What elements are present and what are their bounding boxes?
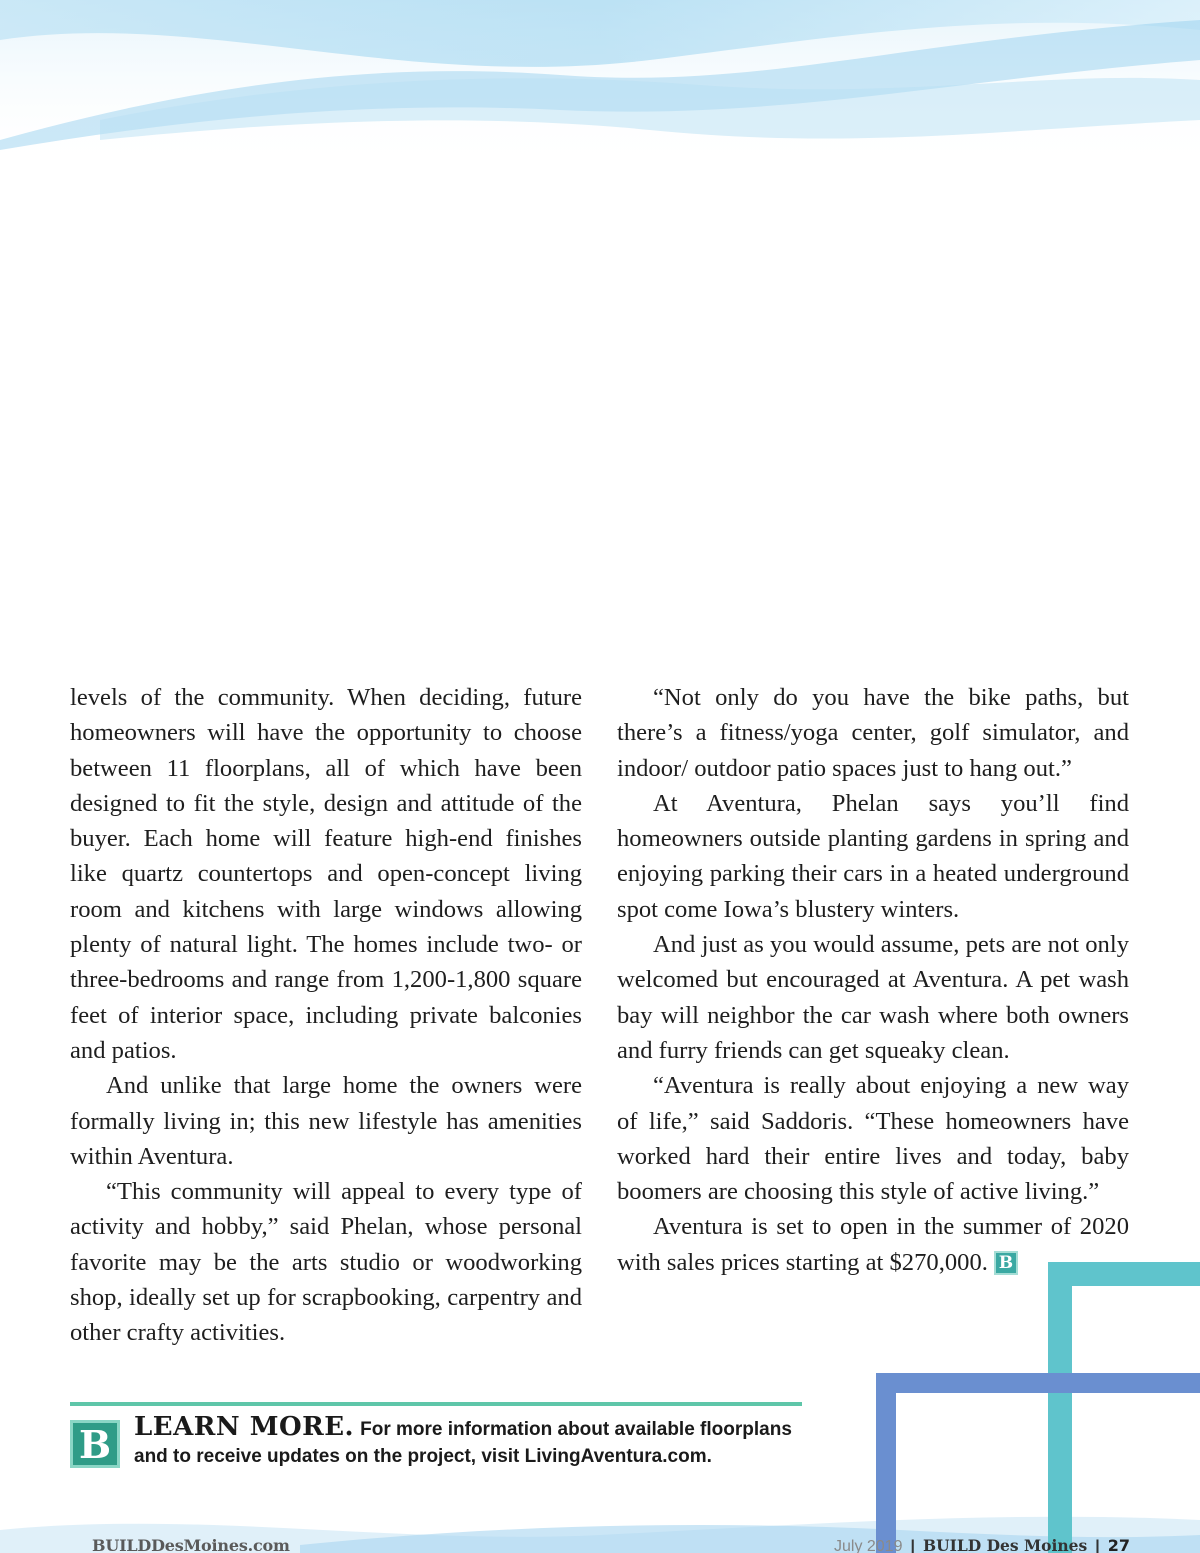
paragraph: “Not only do you have the bike paths, but there’s a fitness/yoga center, golf simulator, and indoor/ outdoor patio spaces just to hang out.” — [617, 684, 1129, 782]
learn-more-heading: LEARN MORE. — [134, 1412, 355, 1442]
paragraph: “This community will appeal to every type of activity and hobby,” said Phelan, whose personal favorite may be the arts studio or woodworking shop, ideally set up for scrapbooking, carpentry and other crafty activities. — [70, 1178, 582, 1347]
footer-page-number: 27 — [1107, 1536, 1130, 1553]
paragraph-last-text: Aventura is set to open in the summer of 2020 with sales prices starting at $270,000. — [617, 1213, 1129, 1276]
paragraph-last — [617, 1209, 1129, 1280]
build-logo-icon: B — [70, 1420, 120, 1468]
footer-separator: | — [1095, 1538, 1100, 1553]
paragraph: levels of the community. When deciding, future homeowners will have the opportunity to choose between 11 floorplans, all of which have been designed to fit the style, design and attitude of the buyer. Each home will feature high-end finishes like quartz countertops and open-concept living room and kitchens with large windows allowing plenty of natural light. The homes include two- or three-bedrooms and range from 1,200-1,800 square feet of interior space, including private balconies and patios. — [70, 684, 582, 1064]
article-column-left — [70, 680, 582, 1351]
footer-separator: | — [910, 1538, 915, 1553]
learn-more-line2: and to receive updates on the project, visit LivingAventura.com. — [134, 1446, 712, 1467]
learn-more-divider — [70, 1402, 802, 1406]
learn-more-line1: For more information about available floorplans — [360, 1419, 792, 1440]
end-mark-icon: B — [994, 1251, 1018, 1275]
paragraph: And just as you would assume, pets are not only welcomed but encouraged at Aventura. A pet wash bay will neighbor the car wash where both owners and furry friends can get squeaky clean. — [617, 931, 1129, 1064]
footer-magazine-name: BUILD Des Moines — [922, 1536, 1088, 1553]
paragraph: And unlike that large home the owners were formally living in; this new lifestyle has amenities within Aventura. — [70, 1072, 582, 1170]
footer-issue-date: July 2019 — [833, 1538, 903, 1553]
paragraph: “Aventura is really about enjoying a new way of life,” said Saddoris. “These homeowners have worked hard their entire lives and today, baby boomers are choosing this style of active living.” — [617, 1072, 1129, 1206]
blue-frame-decoration — [876, 1373, 1200, 1553]
article-column-right — [617, 680, 1129, 1280]
paragraph: At Aventura, Phelan says you’ll find homeowners outside planting gardens in spring and enjoying parking their cars in a heated underground spot come Iowa’s blustery winters. — [617, 789, 1129, 923]
learn-more-box — [134, 1414, 794, 1470]
top-wave-decoration — [0, 0, 1200, 170]
footer-website: BUILDDesMoines.com — [92, 1536, 290, 1553]
footer-info — [834, 1536, 1130, 1553]
